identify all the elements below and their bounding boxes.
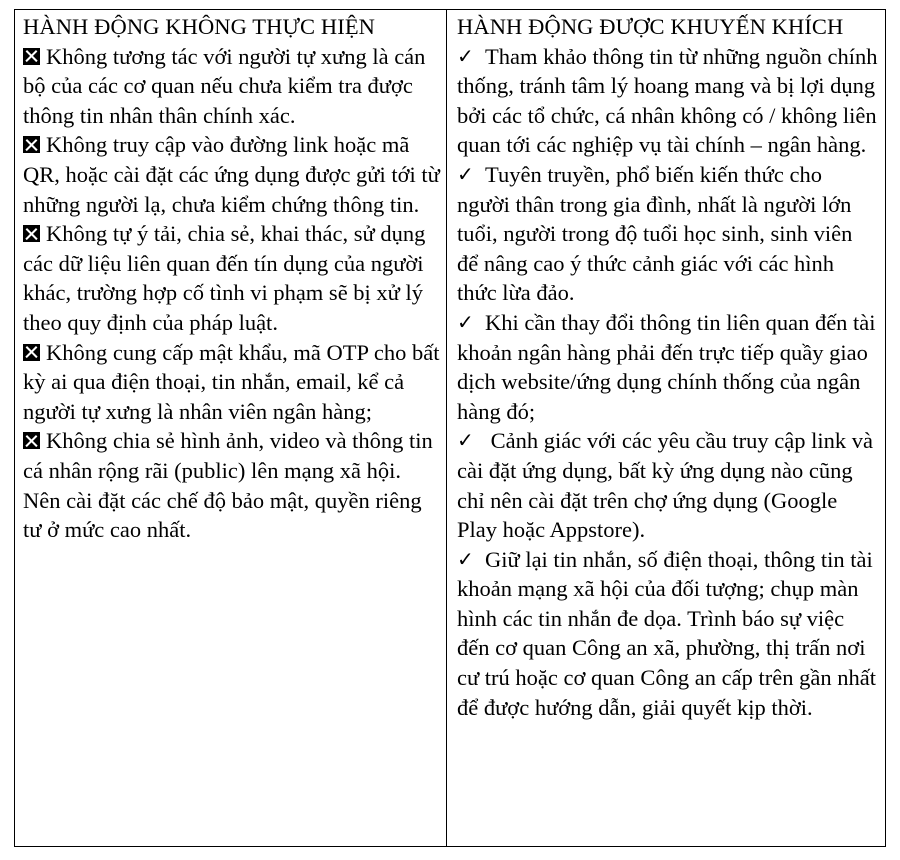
do-item (457, 160, 879, 308)
do-actions-title: HÀNH ĐỘNG ĐƯỢC KHUYẾN KHÍCH (457, 14, 844, 39)
do-item-text: Tham khảo thông tin từ những nguồn chính thống, tránh tâm lý hoang mang và bị lợi dụng bởi các tổ chức, cá nhân không có / không liên quan tới các nghiệp vụ tài chính – ngân hàng. (457, 43, 878, 158)
x-box-icon (23, 136, 40, 153)
dont-actions-column (15, 10, 447, 846)
dont-item (23, 426, 440, 544)
dont-item (23, 338, 440, 427)
x-box-icon (23, 225, 40, 242)
dont-item-text: Không tương tác với người tự xưng là cán bộ của các cơ quan nếu chưa kiểm tra được thông tin nhân thân chính xác. (23, 43, 426, 128)
dont-actions-title: HÀNH ĐỘNG KHÔNG THỰC HIỆN (23, 14, 376, 39)
do-item-text: Cảnh giác với các yêu cầu truy cập link và cài đặt ứng dụng, bất kỳ ứng dụng nào cũng chỉ nên cài đặt trên chợ ứng dụng (Google Play hoặc Appstore). (457, 428, 873, 543)
dont-item-text: Không cung cấp mật khẩu, mã OTP cho bất kỳ ai qua điện thoại, tin nhắn, email, kể cả người tự xưng là nhân viên ngân hàng; (23, 339, 440, 424)
dont-item-text: Không tự ý tải, chia sẻ, khai thác, sử dụng các dữ liệu liên quan đến tín dụng của người khác, trường hợp cố tình vi phạm sẽ bị xử lý theo quy định của pháp luật. (23, 221, 426, 335)
dont-item (23, 130, 440, 219)
check-icon: ✓ (457, 546, 474, 571)
do-item (457, 545, 879, 723)
x-box-icon (23, 48, 40, 65)
dont-item (23, 219, 440, 337)
check-icon: ✓ (457, 161, 474, 186)
do-item (457, 308, 879, 426)
check-icon: ✓ (457, 43, 474, 68)
do-item-text: Khi cần thay đổi thông tin liên quan đến tài khoản ngân hàng phải đến trực tiếp quầy giao dịch website/ứng dụng chính thống của ngân hàng đó; (457, 309, 876, 424)
do-item (457, 42, 879, 160)
x-box-icon (23, 432, 40, 449)
do-item-text: Giữ lại tin nhắn, số điện thoại, thông tin tài khoản mạng xã hội của đối tượng; chụp màn hình các tin nhắn đe dọa. Trình báo sự việc đến cơ quan Công an xã, phường, thị trấn nơi cư trú hoặc cơ quan Công an cấp trên gần nhất để được hướng dẫn, giải quyết kịp thời. (457, 546, 876, 720)
do-item (457, 426, 879, 544)
do-actions-column (447, 10, 885, 846)
check-icon: ✓ (457, 428, 474, 453)
dont-item-text: Không chia sẻ hình ảnh, video và thông tin cá nhân rộng rãi (public) lên mạng xã hội. Nên cài đặt các chế độ bảo mật, quyền riêng tư ở mức cao nhất. (23, 428, 433, 543)
actions-table (14, 9, 886, 847)
do-item-text: Tuyên truyền, phổ biến kiến thức cho người thân trong gia đình, nhất là người lớn tuổi, người trong độ tuổi học sinh, sinh viên để nâng cao ý thức cảnh giác với các hình thức lừa đảo. (457, 161, 853, 306)
dont-item-text: Không truy cập vào đường link hoặc mã QR, hoặc cài đặt các ứng dụng được gửi tới từ những người lạ, chưa kiểm chứng thông tin. (23, 132, 440, 217)
check-icon: ✓ (457, 309, 474, 334)
x-box-icon (23, 344, 40, 361)
dont-item (23, 42, 440, 131)
